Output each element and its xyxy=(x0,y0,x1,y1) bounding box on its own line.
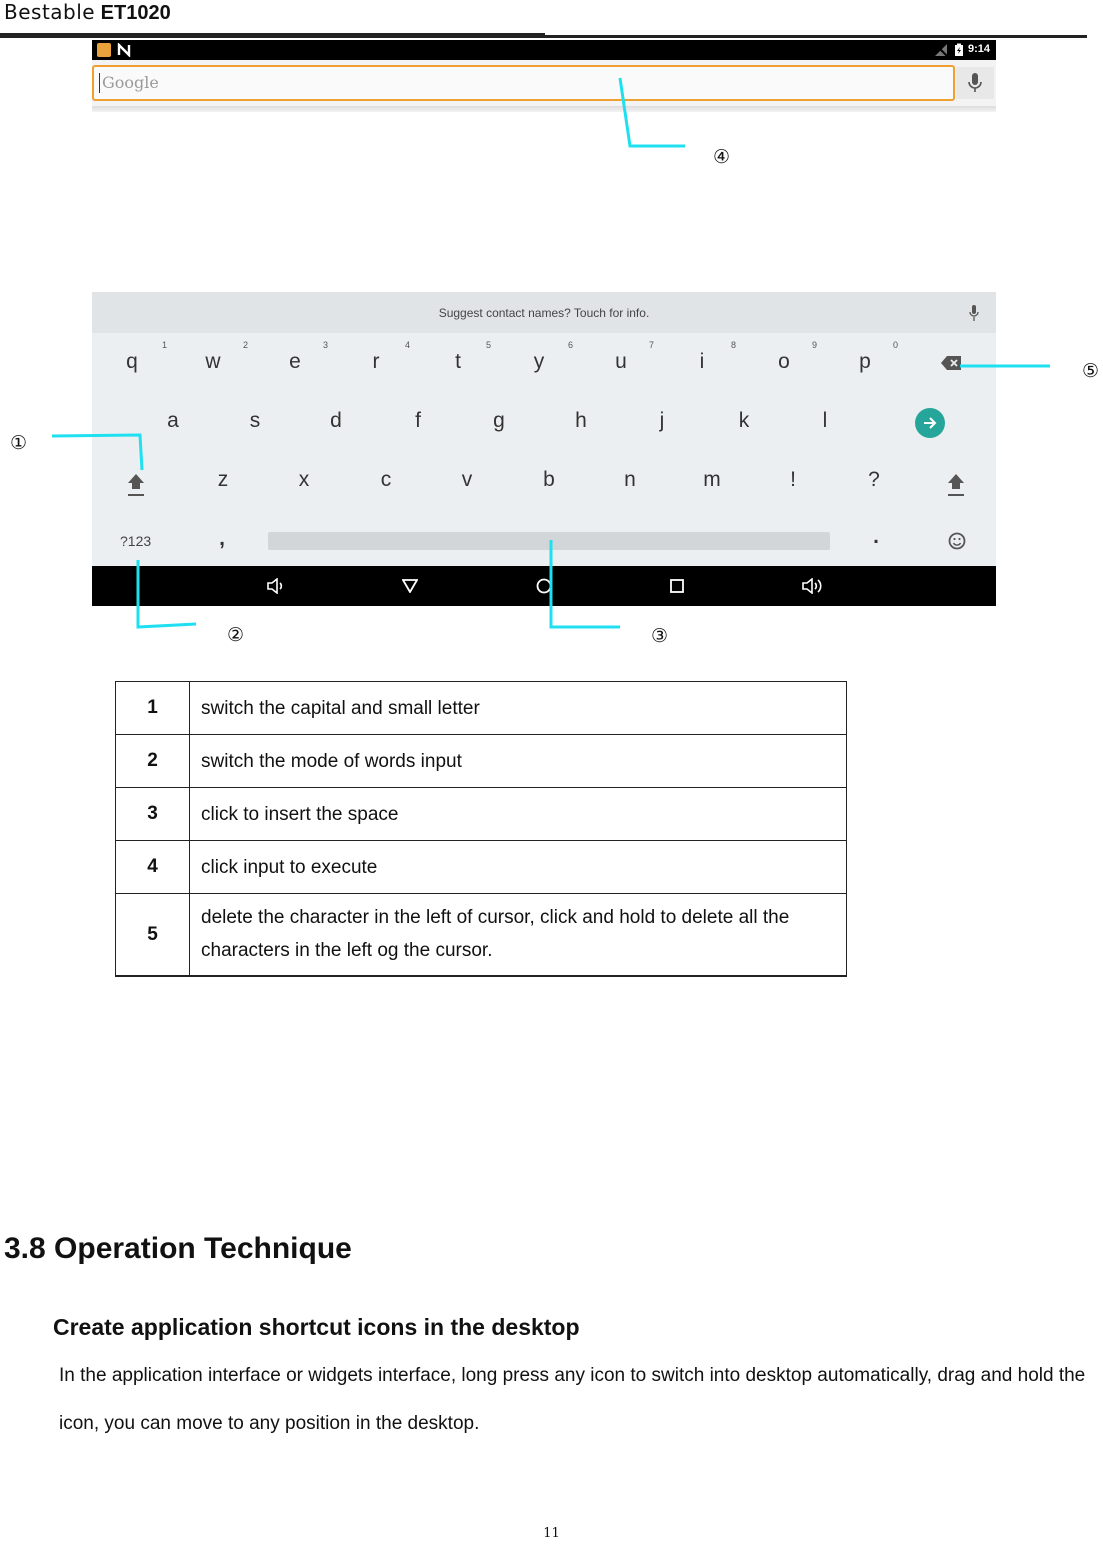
key-d[interactable]: d xyxy=(330,409,342,432)
key-hint: 3 xyxy=(323,340,329,350)
table-row xyxy=(116,682,847,735)
section-subtitle: Create application shortcut icons in the desktop xyxy=(53,1314,580,1340)
legend-table xyxy=(115,681,847,977)
status-bar xyxy=(92,40,996,60)
legend-description: switch the capital and small letter xyxy=(190,682,847,735)
key-x[interactable]: x xyxy=(298,468,310,491)
key-g[interactable]: g xyxy=(493,409,505,432)
key-w[interactable]: w xyxy=(205,350,221,373)
shift-right-icon[interactable] xyxy=(946,472,966,498)
model-name: ET1020 xyxy=(100,2,171,24)
no-signal-icon xyxy=(934,43,948,57)
key-t[interactable]: t xyxy=(455,350,461,373)
legend-description: click to insert the space xyxy=(190,788,847,841)
key-hint: 2 xyxy=(243,340,249,350)
key-r[interactable]: r xyxy=(372,350,380,373)
key-m[interactable]: m xyxy=(703,468,721,491)
key-y[interactable]: y xyxy=(533,350,545,373)
key-l[interactable]: l xyxy=(822,409,828,432)
legend-number: 4 xyxy=(116,841,190,894)
legend-description: delete the character in the left of cursor, click and hold to delete all the characters in the left og the cursor. xyxy=(190,894,847,977)
back-icon[interactable] xyxy=(402,579,418,593)
legend-description: switch the mode of words input xyxy=(190,735,847,788)
key-hint: 7 xyxy=(649,340,655,350)
notification-n-icon xyxy=(117,43,131,57)
callout-marker-1: ① xyxy=(10,433,28,454)
key-a[interactable]: a xyxy=(167,409,179,432)
callout-marker-4: ④ xyxy=(713,147,731,168)
table-row xyxy=(116,894,847,977)
key-o[interactable]: o xyxy=(778,350,790,373)
voice-search-button[interactable] xyxy=(956,67,994,99)
callout-marker-2: ② xyxy=(227,625,245,646)
microphone-icon xyxy=(968,73,982,93)
brand-name: Bestable xyxy=(4,0,96,24)
keyboard-screenshot xyxy=(92,292,996,606)
photos-app-icon xyxy=(97,43,111,57)
key-hint: 5 xyxy=(486,340,492,350)
legend-number: 1 xyxy=(116,682,190,735)
volume-down-icon[interactable] xyxy=(267,578,285,594)
key-period[interactable]: . xyxy=(873,525,879,548)
callout-marker-3: ③ xyxy=(651,626,669,647)
key-c[interactable]: c xyxy=(380,468,392,491)
suggestion-microphone-icon[interactable] xyxy=(969,305,979,321)
suggestion-strip[interactable] xyxy=(92,292,996,333)
brand-title xyxy=(4,0,171,25)
key-hint: 4 xyxy=(405,340,411,350)
key-b[interactable]: b xyxy=(543,468,555,491)
legend-number: 2 xyxy=(116,735,190,788)
key-exclamation[interactable]: ! xyxy=(790,468,796,491)
arrow-right-icon xyxy=(923,416,937,430)
table-row xyxy=(116,735,847,788)
key-h[interactable]: h xyxy=(575,409,587,432)
key-k[interactable]: k xyxy=(738,409,750,432)
key-hint: 1 xyxy=(162,340,168,350)
legend-number: 3 xyxy=(116,788,190,841)
key-hint: 0 xyxy=(893,340,899,350)
key-hint: 8 xyxy=(731,340,737,350)
key-e[interactable]: e xyxy=(289,350,301,373)
symbols-key[interactable]: ?123 xyxy=(120,533,152,549)
key-j[interactable]: j xyxy=(659,409,665,432)
key-s[interactable]: s xyxy=(249,409,261,432)
key-question[interactable]: ? xyxy=(868,468,880,491)
callout-marker-5: ⑤ xyxy=(1082,361,1100,382)
table-row xyxy=(116,841,847,894)
shift-left-icon[interactable] xyxy=(126,472,146,498)
table-row xyxy=(116,788,847,841)
page-number: 11 xyxy=(543,1526,560,1541)
key-n[interactable]: n xyxy=(624,468,636,491)
enter-key[interactable] xyxy=(915,408,945,438)
document-header xyxy=(0,0,1103,40)
recents-icon[interactable] xyxy=(670,579,684,593)
key-f[interactable]: f xyxy=(415,409,421,432)
status-time: 9:14 xyxy=(968,43,991,55)
home-icon[interactable] xyxy=(536,578,552,594)
search-shadow xyxy=(92,106,996,112)
key-comma[interactable]: , xyxy=(219,527,225,550)
key-q[interactable]: q xyxy=(126,350,138,373)
text-cursor xyxy=(99,73,100,93)
legend-description: click input to execute xyxy=(190,841,847,894)
header-rule-thick xyxy=(0,35,1087,38)
key-hint: 6 xyxy=(568,340,574,350)
space-key[interactable] xyxy=(268,532,830,550)
legend-number: 5 xyxy=(116,894,190,977)
battery-icon xyxy=(952,43,966,57)
backspace-icon[interactable] xyxy=(941,356,961,370)
navigation-bar xyxy=(92,566,996,606)
section-body: In the application interface or widgets interface, long press any icon to switch into desktop automatically, drag and hold the icon, you can move to any position in the desktop. xyxy=(59,1365,1086,1434)
section-title: 3.8 Operation Technique xyxy=(4,1232,352,1265)
suggestion-text: Suggest contact names? Touch for info. xyxy=(438,306,650,320)
key-v[interactable]: v xyxy=(461,468,473,491)
key-u[interactable]: u xyxy=(615,350,627,373)
search-placeholder: Google xyxy=(102,73,159,92)
volume-up-icon[interactable] xyxy=(802,578,824,594)
key-p[interactable]: p xyxy=(859,350,871,373)
key-z[interactable]: z xyxy=(217,468,229,491)
key-i[interactable]: i xyxy=(699,350,705,373)
emoji-icon[interactable] xyxy=(948,532,966,550)
key-hint: 9 xyxy=(812,340,818,350)
search-screenshot xyxy=(92,40,996,112)
search-input[interactable] xyxy=(92,65,955,101)
